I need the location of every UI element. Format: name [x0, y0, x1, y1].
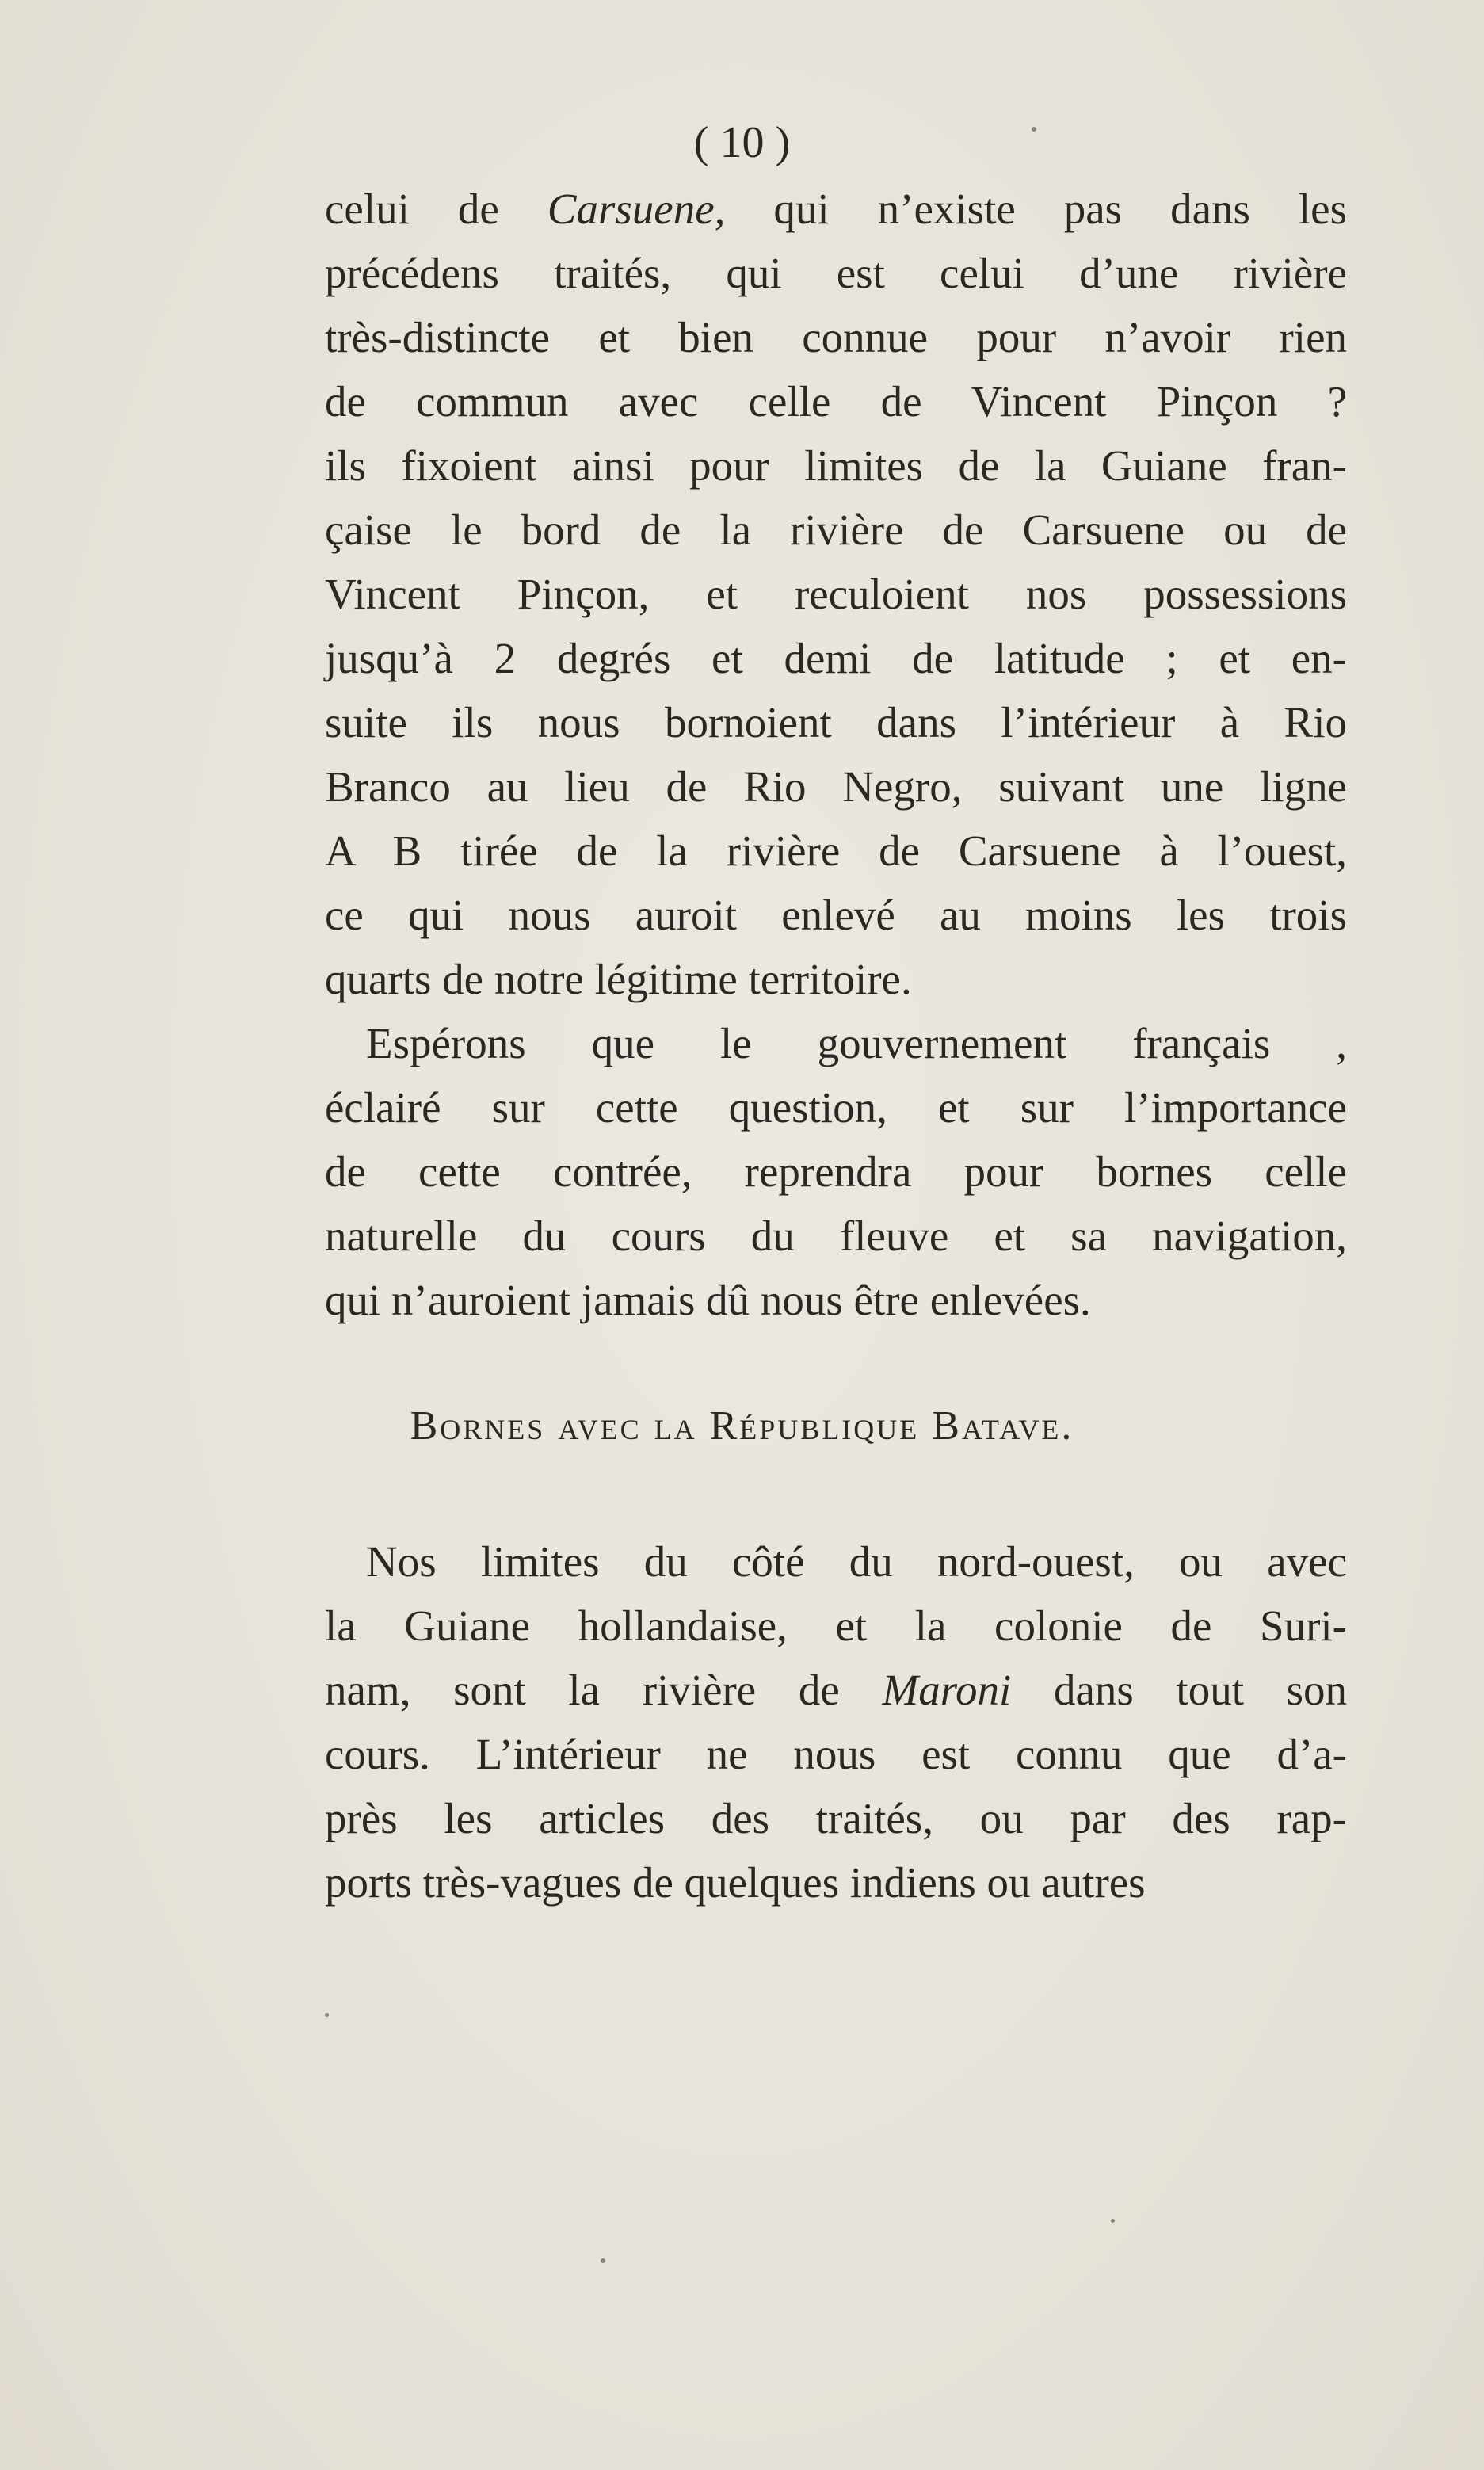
- text-line: ils fixoient ainsi pour limites de la Guiane fran-: [325, 441, 1347, 490]
- text-line: précédens traités, qui est celui d’une rivière: [325, 249, 1347, 297]
- text-line: cours. L’intérieur ne nous est connu que d’a-: [325, 1730, 1347, 1778]
- text-line: naturelle du cours du fleuve et sa navigation,: [325, 1212, 1347, 1260]
- paper-speck: [325, 2013, 329, 2017]
- text-line: jusqu’à 2 degrés et demi de latitude ; et en-: [325, 634, 1347, 682]
- text-line: la Guiane hollandaise, et la colonie de Suri-: [325, 1601, 1347, 1650]
- paper-speck: [601, 2258, 605, 2263]
- text-line: très-distincte et bien connue pour n’avoir rien: [325, 313, 1347, 361]
- text-line: Nos limites du côté du nord-ouest, ou avec: [366, 1537, 1347, 1586]
- text-line: Branco au lieu de Rio Negro, suivant une ligne: [325, 762, 1347, 811]
- place-name-carsuene: Carsuene,: [547, 185, 726, 233]
- text-line: de commun avec celle de Vincent Pinçon ?: [325, 377, 1347, 426]
- page-number: ( 10 ): [693, 118, 791, 167]
- text-line: [325, 1658, 1347, 1722]
- text-line: çaise le bord de la rivière de Carsuene ou de: [325, 506, 1347, 554]
- text-line: [325, 177, 1347, 241]
- text-line-rest: qui n’existe pas dans les: [725, 185, 1347, 233]
- place-name-maroni: Maroni: [882, 1666, 1012, 1714]
- text-line: A B tirée de la rivière de Carsuene à l’ouest,: [325, 827, 1347, 875]
- paragraph-1: [325, 177, 1347, 1011]
- text-line: ce qui nous auroit enlevé au moins les trois: [325, 891, 1347, 939]
- text-line: Espérons que le gouvernement français ,: [366, 1019, 1347, 1067]
- paper-speck: [1111, 2219, 1115, 2223]
- text-line-start: celui de: [325, 185, 547, 233]
- paper-speck: [1032, 127, 1036, 132]
- text-line-rest: dans tout son: [1011, 1666, 1347, 1714]
- text-line: Vincent Pinçon, et reculoient nos possessions: [325, 570, 1347, 618]
- paragraph-3: [325, 1529, 1347, 1915]
- text-line: de cette contrée, reprendra pour bornes celle: [325, 1147, 1347, 1196]
- text-line: quarts de notre légitime territoire.: [325, 955, 912, 1003]
- text-line: près les articles des traités, ou par des rap-: [325, 1794, 1347, 1842]
- text-line: qui n’auroient jamais dû nous être enlevées.: [325, 1276, 1091, 1324]
- text-line: ports très-vagues de quelques indiens ou autres: [325, 1858, 1146, 1907]
- text-line-start: nam, sont la rivière de: [325, 1666, 883, 1714]
- section-heading: Bornes avec la République Batave.: [410, 1403, 1074, 1449]
- paragraph-2: [325, 1011, 1347, 1332]
- text-line: suite ils nous bornoient dans l’intérieur à Rio: [325, 698, 1347, 746]
- text-line: éclairé sur cette question, et sur l’importance: [325, 1083, 1347, 1132]
